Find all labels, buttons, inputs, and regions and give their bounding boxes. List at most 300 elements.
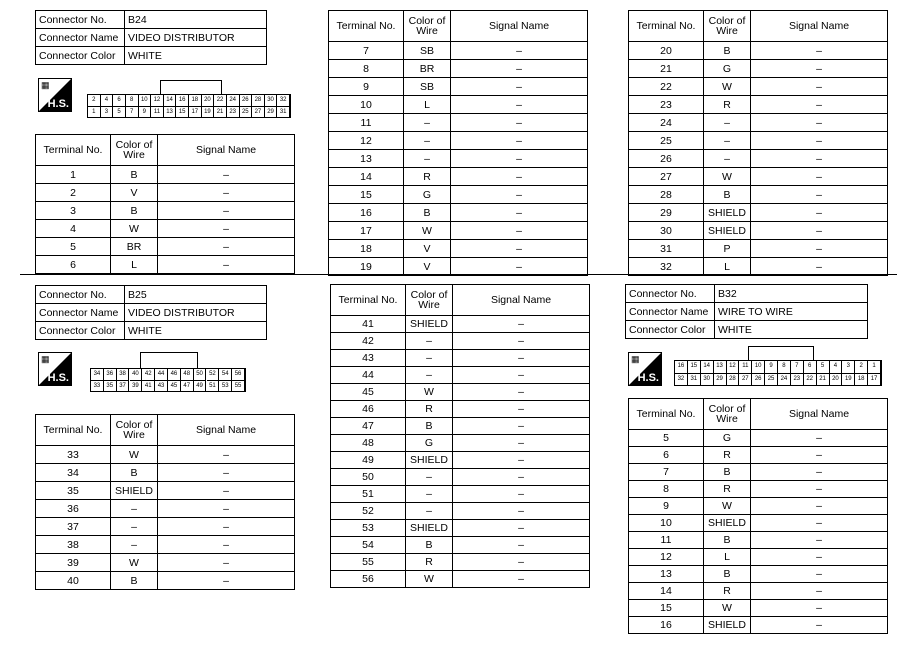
connector-pin: 1 xyxy=(868,361,881,373)
connector-pin: 15 xyxy=(688,361,701,373)
terminal-no-cell: 8 xyxy=(329,60,404,78)
wire-color-cell: W xyxy=(111,554,158,572)
signal-name-cell: – xyxy=(751,240,888,258)
connector-pin: 27 xyxy=(739,373,752,385)
label-connector-color: Connector Color xyxy=(36,322,125,340)
terminal-no-cell: 56 xyxy=(331,571,406,588)
connector-color-value: WHITE xyxy=(715,321,868,339)
connector-pin: 1 xyxy=(88,106,101,117)
table-row xyxy=(36,166,295,184)
header-signal-name: Signal Name xyxy=(451,11,588,42)
wire-color-cell: – xyxy=(406,367,453,384)
wire-color-cell: SHIELD xyxy=(406,452,453,469)
table-row xyxy=(629,464,888,481)
signal-name-cell: – xyxy=(453,384,590,401)
label-connector-color: Connector Color xyxy=(626,321,715,339)
signal-name-cell: – xyxy=(451,222,588,240)
connector-pin: 31 xyxy=(277,106,290,117)
connector-pin: 24 xyxy=(227,95,240,106)
terminal-no-cell: 18 xyxy=(329,240,404,258)
connector-pin: 28 xyxy=(727,373,740,385)
wire-color-cell: – xyxy=(111,536,158,554)
table-row xyxy=(629,96,888,114)
connector-name-value: VIDEO DISTRIBUTOR xyxy=(125,29,267,47)
connector-pin: 41 xyxy=(142,380,155,391)
table-row xyxy=(329,96,588,114)
header-color-of-wire: Color of Wire xyxy=(111,415,158,446)
table-row xyxy=(331,503,590,520)
wire-color-cell: B xyxy=(406,418,453,435)
signal-name-cell: – xyxy=(158,572,295,590)
table-row xyxy=(329,60,588,78)
connector-pin: 19 xyxy=(842,373,855,385)
terminal-no-cell: 13 xyxy=(329,150,404,168)
terminal-no-cell: 25 xyxy=(629,132,704,150)
signal-name-cell: – xyxy=(451,240,588,258)
terminal-no-cell: 45 xyxy=(331,384,406,401)
wire-color-cell: L xyxy=(704,258,751,276)
terminal-table-b24-c xyxy=(628,10,888,276)
terminal-no-cell: 43 xyxy=(331,350,406,367)
table-row xyxy=(629,549,888,566)
connector-info-b24 xyxy=(35,10,267,65)
connector-pin: 21 xyxy=(214,106,227,117)
signal-name-cell: – xyxy=(158,220,295,238)
connector-pin: 32 xyxy=(675,373,688,385)
wire-color-cell: V xyxy=(111,184,158,202)
wire-color-cell: B xyxy=(111,572,158,590)
connector-pin: 50 xyxy=(194,369,207,380)
signal-name-cell: – xyxy=(751,464,888,481)
connector-pin: 53 xyxy=(219,380,232,391)
wire-color-cell: W xyxy=(704,600,751,617)
table-row xyxy=(329,132,588,150)
terminal-no-cell: 32 xyxy=(629,258,704,276)
terminal-no-cell: 39 xyxy=(36,554,111,572)
terminal-no-cell: 22 xyxy=(629,78,704,96)
signal-name-cell: – xyxy=(158,256,295,274)
wire-color-cell: – xyxy=(111,518,158,536)
connector-pin: 29 xyxy=(714,373,727,385)
connector-pin: 4 xyxy=(101,95,114,106)
wire-color-cell: BR xyxy=(111,238,158,256)
wire-color-cell: – xyxy=(111,500,158,518)
connector-info-b32 xyxy=(625,284,868,339)
table-row xyxy=(629,240,888,258)
wire-color-cell: L xyxy=(111,256,158,274)
signal-name-cell: – xyxy=(453,452,590,469)
connector-pin: 5 xyxy=(817,361,830,373)
table-row xyxy=(36,238,295,256)
terminal-no-cell: 15 xyxy=(329,186,404,204)
connector-pin: 52 xyxy=(207,369,220,380)
signal-name-cell: – xyxy=(751,549,888,566)
wire-color-cell: V xyxy=(404,258,451,276)
wire-color-cell: SHIELD xyxy=(704,222,751,240)
terminal-no-cell: 34 xyxy=(36,464,111,482)
connector-pin: 23 xyxy=(227,106,240,117)
header-terminal-no: Terminal No. xyxy=(629,11,704,42)
connector-pin: 14 xyxy=(164,95,177,106)
table-row xyxy=(331,452,590,469)
terminal-no-cell: 44 xyxy=(331,367,406,384)
table-row xyxy=(629,168,888,186)
connector-pin: 6 xyxy=(804,361,817,373)
connector-face-b24 xyxy=(87,94,291,118)
signal-name-cell: – xyxy=(751,583,888,600)
table-row xyxy=(329,42,588,60)
signal-name-cell: – xyxy=(451,114,588,132)
connector-face-b25 xyxy=(90,368,246,392)
table-row xyxy=(629,515,888,532)
signal-name-cell: – xyxy=(451,258,588,276)
connector-latch xyxy=(140,352,198,369)
connector-pin: 49 xyxy=(194,380,207,391)
table-row xyxy=(329,258,588,276)
wire-color-cell: B xyxy=(704,464,751,481)
table-row xyxy=(629,150,888,168)
terminal-no-cell: 48 xyxy=(331,435,406,452)
table-row xyxy=(331,571,590,588)
wire-color-cell: SHIELD xyxy=(111,482,158,500)
signal-name-cell: – xyxy=(158,482,295,500)
signal-name-cell: – xyxy=(751,617,888,634)
connector-pin: 54 xyxy=(219,369,232,380)
wire-color-cell: V xyxy=(404,240,451,258)
signal-name-cell: – xyxy=(451,150,588,168)
connector-pin: 14 xyxy=(701,361,714,373)
wire-color-cell: G xyxy=(704,430,751,447)
signal-name-cell: – xyxy=(453,571,590,588)
table-row xyxy=(629,430,888,447)
wire-color-cell: W xyxy=(404,222,451,240)
signal-name-cell: – xyxy=(751,566,888,583)
connector-pin: 46 xyxy=(168,369,181,380)
signal-name-cell: – xyxy=(158,184,295,202)
table-row xyxy=(331,554,590,571)
wire-color-cell: W xyxy=(406,384,453,401)
terminal-no-cell: 49 xyxy=(331,452,406,469)
connector-face-b32 xyxy=(674,360,882,386)
wire-color-cell: – xyxy=(404,150,451,168)
signal-name-cell: – xyxy=(751,168,888,186)
header-terminal-no: Terminal No. xyxy=(629,399,704,430)
signal-name-cell: – xyxy=(751,258,888,276)
header-color-of-wire: Color of Wire xyxy=(704,11,751,42)
signal-name-cell: – xyxy=(751,150,888,168)
wire-color-cell: SHIELD xyxy=(704,617,751,634)
wire-color-cell: L xyxy=(704,549,751,566)
connector-pin: 25 xyxy=(240,106,253,117)
connector-info-b25 xyxy=(35,285,267,340)
connector-pin: 10 xyxy=(139,95,152,106)
signal-name-cell: – xyxy=(751,515,888,532)
table-row xyxy=(36,500,295,518)
terminal-no-cell: 27 xyxy=(629,168,704,186)
wire-color-cell: B xyxy=(704,566,751,583)
connector-pin: 7 xyxy=(791,361,804,373)
wire-color-cell: – xyxy=(406,333,453,350)
signal-name-cell: – xyxy=(451,96,588,114)
connector-pin: 21 xyxy=(817,373,830,385)
table-row xyxy=(629,258,888,276)
connector-pin: 26 xyxy=(240,95,253,106)
signal-name-cell: – xyxy=(751,222,888,240)
connector-pin: 33 xyxy=(91,380,104,391)
terminal-no-cell: 28 xyxy=(629,186,704,204)
label-connector-no: Connector No. xyxy=(36,286,125,304)
connector-pin: 30 xyxy=(265,95,278,106)
terminal-no-cell: 52 xyxy=(331,503,406,520)
signal-name-cell: – xyxy=(451,132,588,150)
table-row xyxy=(629,186,888,204)
terminal-no-cell: 16 xyxy=(629,617,704,634)
connector-pin: 11 xyxy=(739,361,752,373)
connector-no-value: B24 xyxy=(125,11,267,29)
connector-pin: 22 xyxy=(804,373,817,385)
terminal-no-cell: 20 xyxy=(629,42,704,60)
wire-color-cell: SHIELD xyxy=(406,520,453,537)
signal-name-cell: – xyxy=(751,114,888,132)
terminal-no-cell: 15 xyxy=(629,600,704,617)
terminal-no-cell: 14 xyxy=(629,583,704,600)
terminal-no-cell: 47 xyxy=(331,418,406,435)
connector-pin: 40 xyxy=(130,369,143,380)
signal-name-cell: – xyxy=(751,532,888,549)
signal-name-cell: – xyxy=(751,78,888,96)
table-row xyxy=(629,132,888,150)
header-color-of-wire: Color of Wire xyxy=(704,399,751,430)
connector-pin: 51 xyxy=(207,380,220,391)
label-connector-no: Connector No. xyxy=(626,285,715,303)
signal-name-cell: – xyxy=(451,42,588,60)
wire-color-cell: R xyxy=(704,481,751,498)
terminal-no-cell: 46 xyxy=(331,401,406,418)
label-connector-name: Connector Name xyxy=(36,29,125,47)
table-row xyxy=(329,186,588,204)
terminal-no-cell: 1 xyxy=(36,166,111,184)
terminal-no-cell: 24 xyxy=(629,114,704,132)
connector-pin: 18 xyxy=(189,95,202,106)
signal-name-cell: – xyxy=(453,537,590,554)
terminal-no-cell: 6 xyxy=(629,447,704,464)
connector-pin: 16 xyxy=(176,95,189,106)
hs-icon: ▦ H.S. xyxy=(38,352,72,386)
terminal-table-b25-a xyxy=(35,414,295,590)
wire-color-cell: – xyxy=(404,132,451,150)
table-row xyxy=(629,498,888,515)
hs-icon: ▦ H.S. xyxy=(628,352,662,386)
connector-color-value: WHITE xyxy=(125,47,267,65)
terminal-no-cell: 53 xyxy=(331,520,406,537)
table-row xyxy=(629,78,888,96)
header-signal-name: Signal Name xyxy=(453,285,590,316)
header-terminal-no: Terminal No. xyxy=(331,285,406,316)
wire-color-cell: W xyxy=(111,220,158,238)
connector-pin: 2 xyxy=(88,95,101,106)
wire-color-cell: SHIELD xyxy=(704,204,751,222)
wire-color-cell: G xyxy=(404,186,451,204)
connector-pin: 22 xyxy=(214,95,227,106)
terminal-no-cell: 9 xyxy=(629,498,704,515)
wire-color-cell: SB xyxy=(404,42,451,60)
terminal-no-cell: 11 xyxy=(629,532,704,549)
wire-color-cell: – xyxy=(406,469,453,486)
table-row xyxy=(36,184,295,202)
wire-color-cell: – xyxy=(406,503,453,520)
connector-pin: 4 xyxy=(830,361,843,373)
connector-pin: 28 xyxy=(252,95,265,106)
label-connector-name: Connector Name xyxy=(36,304,125,322)
wire-color-cell: – xyxy=(704,132,751,150)
wire-color-cell: SHIELD xyxy=(406,316,453,333)
table-row xyxy=(629,532,888,549)
connector-pin: 30 xyxy=(701,373,714,385)
table-row xyxy=(629,114,888,132)
connector-pin: 2 xyxy=(855,361,868,373)
terminal-no-cell: 50 xyxy=(331,469,406,486)
signal-name-cell: – xyxy=(158,536,295,554)
connector-pin: 17 xyxy=(868,373,881,385)
terminal-no-cell: 42 xyxy=(331,333,406,350)
signal-name-cell: – xyxy=(451,186,588,204)
connector-pin: 16 xyxy=(675,361,688,373)
table-row xyxy=(629,600,888,617)
connector-pin: 13 xyxy=(714,361,727,373)
terminal-no-cell: 40 xyxy=(36,572,111,590)
signal-name-cell: – xyxy=(158,518,295,536)
signal-name-cell: – xyxy=(158,446,295,464)
table-row xyxy=(629,566,888,583)
wire-color-cell: B xyxy=(704,42,751,60)
terminal-no-cell: 7 xyxy=(629,464,704,481)
connector-pin: 38 xyxy=(117,369,130,380)
table-row xyxy=(329,222,588,240)
terminal-no-cell: 13 xyxy=(629,566,704,583)
connector-pin: 9 xyxy=(765,361,778,373)
table-row xyxy=(36,554,295,572)
signal-name-cell: – xyxy=(751,498,888,515)
wire-color-cell: – xyxy=(406,486,453,503)
terminal-no-cell: 23 xyxy=(629,96,704,114)
connector-latch xyxy=(160,80,222,95)
terminal-table-b24-b xyxy=(328,10,588,276)
signal-name-cell: – xyxy=(451,60,588,78)
connector-pin: 55 xyxy=(232,380,245,391)
connector-name-value: VIDEO DISTRIBUTOR xyxy=(125,304,267,322)
wire-color-cell: W xyxy=(704,78,751,96)
connector-pin: 7 xyxy=(126,106,139,117)
terminal-no-cell: 29 xyxy=(629,204,704,222)
connector-pin: 19 xyxy=(202,106,215,117)
wire-color-cell: – xyxy=(704,150,751,168)
wire-color-cell: R xyxy=(704,447,751,464)
table-row xyxy=(331,401,590,418)
section-divider xyxy=(20,274,897,275)
connector-no-value: B25 xyxy=(125,286,267,304)
wire-color-cell: R xyxy=(406,554,453,571)
signal-name-cell: – xyxy=(453,520,590,537)
terminal-no-cell: 7 xyxy=(329,42,404,60)
connector-pin: 11 xyxy=(151,106,164,117)
terminal-no-cell: 11 xyxy=(329,114,404,132)
wire-color-cell: R xyxy=(406,401,453,418)
connector-pin: 17 xyxy=(189,106,202,117)
label-connector-color: Connector Color xyxy=(36,47,125,65)
connector-pin: 6 xyxy=(113,95,126,106)
wire-color-cell: R xyxy=(404,168,451,186)
terminal-no-cell: 8 xyxy=(629,481,704,498)
table-row xyxy=(36,482,295,500)
connector-pin: 25 xyxy=(765,373,778,385)
connector-pin: 35 xyxy=(104,380,117,391)
signal-name-cell: – xyxy=(158,202,295,220)
table-row xyxy=(331,486,590,503)
table-row xyxy=(629,204,888,222)
terminal-no-cell: 10 xyxy=(329,96,404,114)
connector-pin: 44 xyxy=(155,369,168,380)
signal-name-cell: – xyxy=(751,447,888,464)
terminal-no-cell: 4 xyxy=(36,220,111,238)
table-row xyxy=(331,520,590,537)
table-row xyxy=(629,42,888,60)
wire-color-cell: P xyxy=(704,240,751,258)
terminal-no-cell: 38 xyxy=(36,536,111,554)
wire-color-cell: – xyxy=(404,114,451,132)
signal-name-cell: – xyxy=(158,500,295,518)
terminal-no-cell: 55 xyxy=(331,554,406,571)
signal-name-cell: – xyxy=(451,168,588,186)
connector-pin: 29 xyxy=(265,106,278,117)
table-row xyxy=(331,384,590,401)
connector-pin: 31 xyxy=(688,373,701,385)
terminal-no-cell: 35 xyxy=(36,482,111,500)
header-signal-name: Signal Name xyxy=(158,135,295,166)
signal-name-cell: – xyxy=(751,42,888,60)
connector-name-value: WIRE TO WIRE xyxy=(715,303,868,321)
terminal-no-cell: 54 xyxy=(331,537,406,554)
table-row xyxy=(329,150,588,168)
header-signal-name: Signal Name xyxy=(158,415,295,446)
wire-color-cell: SB xyxy=(404,78,451,96)
table-row xyxy=(36,256,295,274)
connector-pin: 26 xyxy=(752,373,765,385)
table-row xyxy=(629,60,888,78)
wire-color-cell: – xyxy=(704,114,751,132)
terminal-no-cell: 31 xyxy=(629,240,704,258)
connector-pin: 8 xyxy=(778,361,791,373)
connector-pin: 45 xyxy=(168,380,181,391)
terminal-no-cell: 12 xyxy=(329,132,404,150)
signal-name-cell: – xyxy=(453,401,590,418)
signal-name-cell: – xyxy=(451,78,588,96)
table-row xyxy=(331,537,590,554)
header-terminal-no: Terminal No. xyxy=(36,135,111,166)
signal-name-cell: – xyxy=(451,204,588,222)
terminal-no-cell: 30 xyxy=(629,222,704,240)
connector-latch xyxy=(748,346,814,361)
header-color-of-wire: Color of Wire xyxy=(404,11,451,42)
table-row xyxy=(629,481,888,498)
wire-color-cell: W xyxy=(704,168,751,186)
connector-pin: 36 xyxy=(104,369,117,380)
connector-pin: 20 xyxy=(830,373,843,385)
connector-pin: 20 xyxy=(202,95,215,106)
header-signal-name: Signal Name xyxy=(751,399,888,430)
table-row xyxy=(331,350,590,367)
wire-color-cell: SHIELD xyxy=(704,515,751,532)
connector-pin: 39 xyxy=(130,380,143,391)
